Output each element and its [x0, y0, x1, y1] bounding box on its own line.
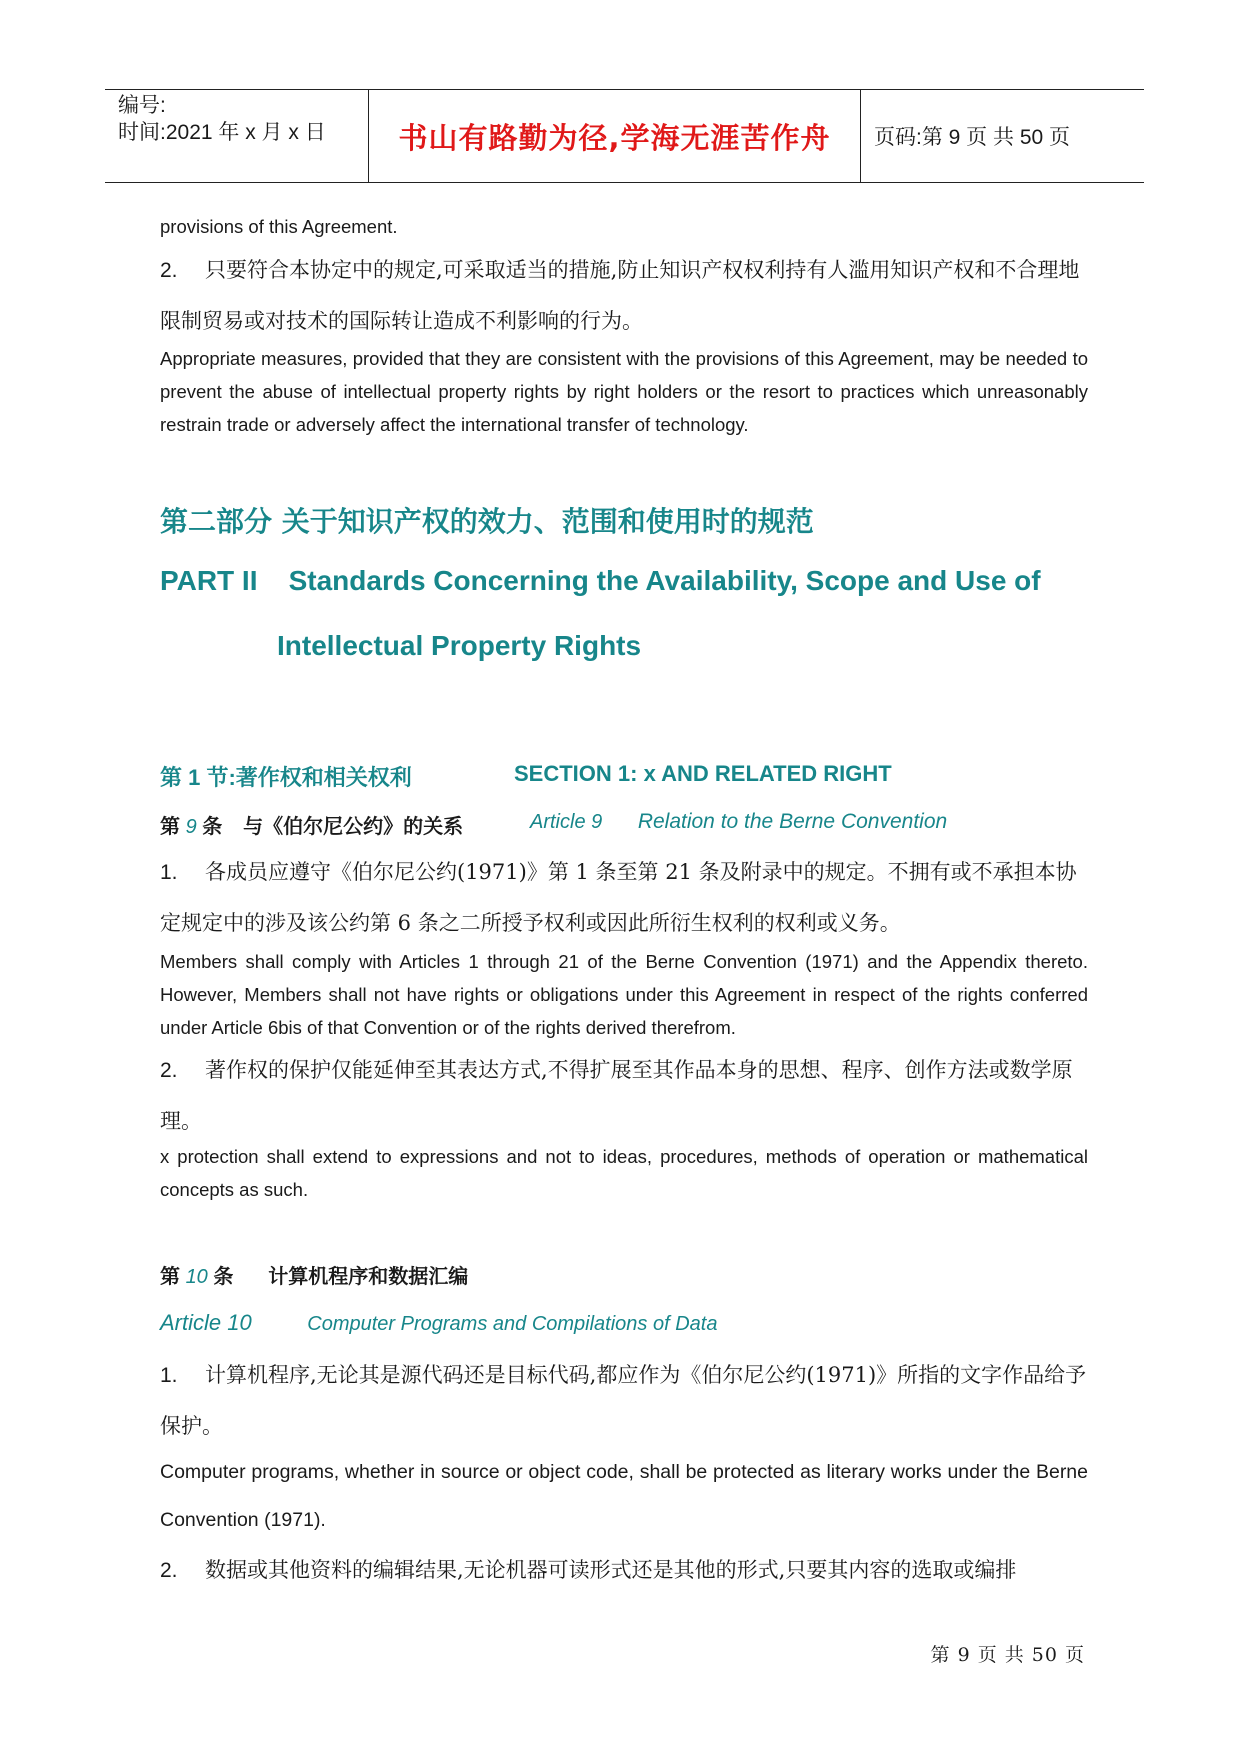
header-meta [105, 90, 369, 182]
article-9-heading-en [530, 810, 947, 834]
section-heading-cn: 第 1 节:著作权和相关权利 [160, 765, 412, 790]
article-9-number: 9 [185, 816, 197, 838]
article-10-title-en: Computer Programs and Compilations of Data [307, 1313, 718, 1335]
article-9-title-en: Relation to the Berne Convention [637, 810, 948, 833]
page-footer: 第 9 页 共 50 页 [930, 1644, 1085, 1666]
clause-cn [160, 1545, 1088, 1596]
clause-en: x protection shall extend to expressions and not to ideas, procedures, methods of operation or mathematical concepts as such. [160, 1146, 1088, 1200]
clause-number: 2. [160, 1059, 178, 1082]
page-header [105, 89, 1144, 183]
clause-text-cn: 各成员应遵守《伯尔尼公约(1971)》第 1 条至第 21 条及附录中的规定。不拥有或不承担本协定规定中的涉及该公约第 6 条之二所授予权利或因此所衍生权利的权利或义务。 [160, 860, 1077, 935]
article-10-heading-en [160, 1310, 717, 1336]
clause-cn [160, 1045, 1088, 1146]
clause-en: Computer programs, whether in source or object code, shall be protected as literary works under the Berne Convention (1971). [160, 1461, 1088, 1531]
paragraph-en: provisions of this Agreement. [160, 216, 398, 237]
clause-cn [160, 245, 1088, 346]
clause-en: Members shall comply with Articles 1 through 21 of the Berne Convention (1971) and the Appendix thereto. However, Members shall not have rights or obligations under this Agreement in respect of the rights conferred under Article 6bis of that Convention or of the rights derived therefrom. [160, 951, 1088, 1038]
article-9-heading [160, 810, 463, 839]
part-heading-en-line1: PART II Standards Concerning the Availability, Scope and Use of [160, 565, 1041, 596]
part-heading-cn: 第二部分 关于知识产权的效力、范围和使用时的规范 [160, 505, 814, 538]
header-time-label: 时间:2021 年 x 月 x 日 [118, 121, 326, 144]
clause-text-cn: 只要符合本协定中的规定,可采取适当的措施,防止知识产权权利持有人滥用知识产权和不合理地限制贸易或对技术的国际转让造成不利影响的行为。 [160, 258, 1080, 333]
article-10-title-cn: 条 计算机程序和数据汇编 [213, 1264, 469, 1288]
article-10-prefix: 第 [160, 1264, 180, 1288]
part-heading-en-line2: Intellectual Property Rights [277, 630, 642, 661]
article-9-prefix: 第 [160, 814, 180, 838]
clause-text-cn: 数据或其他资料的编辑结果,无论机器可读形式还是其他的形式,只要其内容的选取或编排 [205, 1558, 1017, 1582]
clause-number: 1. [160, 861, 178, 884]
clause-number: 2. [160, 259, 178, 282]
header-motto: 书山有路勤为径,学海无涯苦作舟 [369, 90, 861, 182]
article-9-title-cn: 条 与《伯尔尼公约》的关系 [202, 814, 464, 838]
header-number-label: 编号: [118, 94, 166, 117]
clause-en: Appropriate measures, provided that they are consistent with the provisions of this Agreement, may be needed to prevent the abuse of intellectual property rights by right holders or the resort to practices which unreasonably restrain trade or adversely affect the international transfer of technology. [160, 348, 1088, 435]
clause-number: 1. [160, 1364, 178, 1387]
article-10-label-en: Article 10 [160, 1310, 252, 1335]
clause-cn [160, 847, 1088, 948]
header-page-label: 页码:第 9 页 共 50 页 [874, 126, 1071, 149]
clause-cn [160, 1350, 1088, 1451]
clause-number: 2. [160, 1559, 178, 1582]
article-10-number: 10 [185, 1266, 208, 1288]
clause-text-cn: 计算机程序,无论其是源代码还是目标代码,都应作为《伯尔尼公约(1971)》所指的文字作品给予保护。 [160, 1363, 1087, 1438]
article-9-label-en: Article 9 [530, 811, 603, 833]
section-heading-en: SECTION 1: x AND RELATED RIGHT [514, 761, 892, 786]
article-10-heading [160, 1260, 468, 1289]
clause-text-cn: 著作权的保护仅能延伸至其表达方式,不得扩展至其作品本身的思想、程序、创作方法或数学原理。 [160, 1058, 1073, 1133]
